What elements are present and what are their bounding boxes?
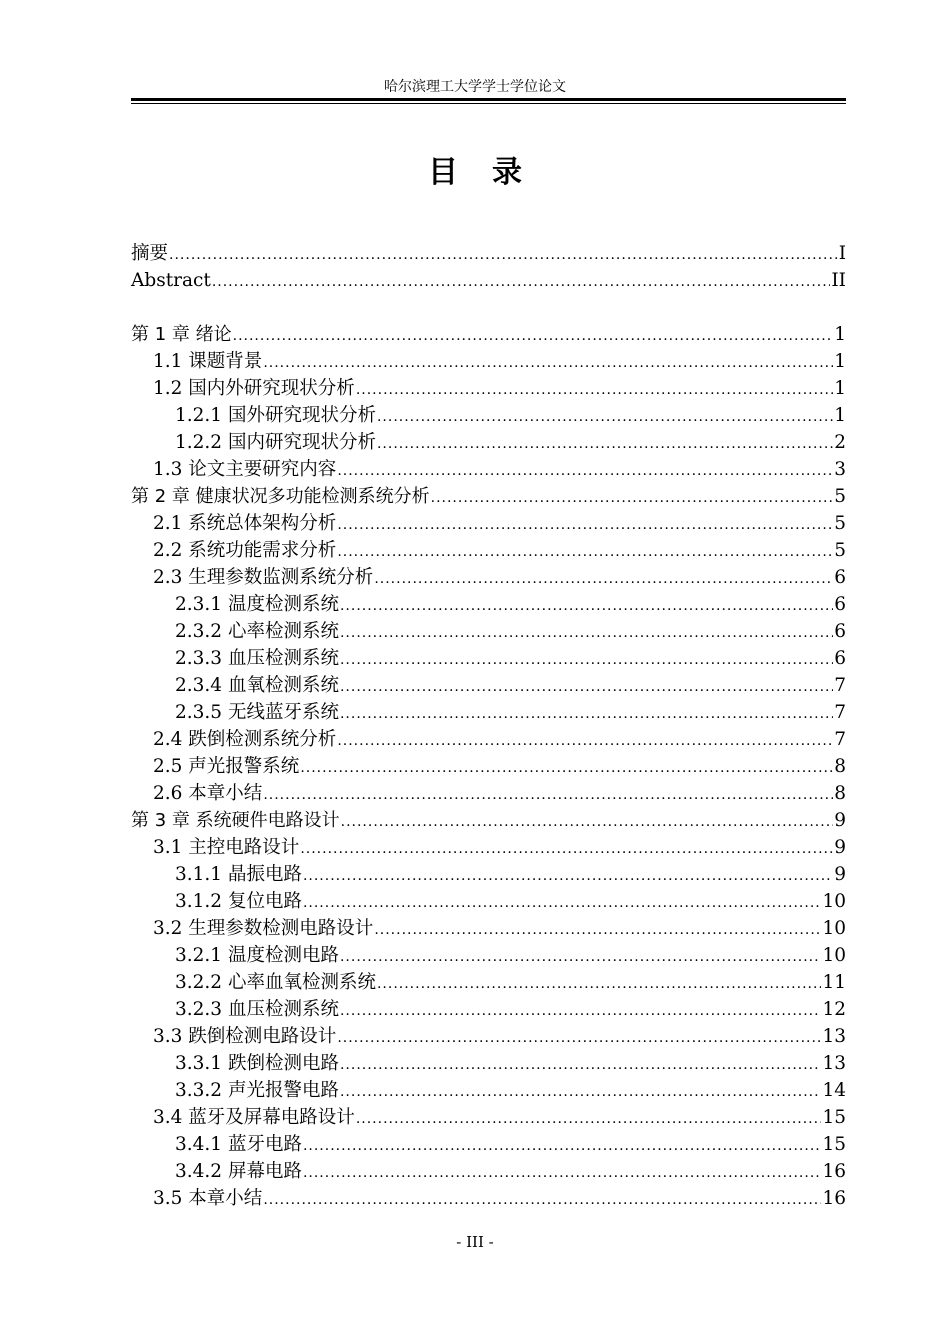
toc-entry[interactable] <box>131 402 846 429</box>
toc-entry-label: 3.5 本章小结 <box>153 1188 263 1209</box>
toc-dot-leader <box>374 917 821 944</box>
toc-title: 目录 <box>428 155 556 190</box>
toc-entry[interactable] <box>131 564 846 591</box>
toc-entry[interactable] <box>131 753 846 780</box>
toc-entry[interactable] <box>131 456 846 483</box>
toc-entry-page: 6 <box>834 648 846 669</box>
toc-entry-page: 9 <box>834 837 846 858</box>
toc-entry[interactable] <box>131 1077 846 1104</box>
toc-entry-page: 9 <box>834 810 846 831</box>
toc-dot-leader <box>337 1025 821 1052</box>
toc-entry[interactable] <box>131 537 846 564</box>
toc-entry[interactable] <box>131 1050 846 1077</box>
toc-dot-leader <box>263 1187 821 1214</box>
toc-entry[interactable] <box>131 348 846 375</box>
toc-entry-label: Abstract <box>131 270 211 291</box>
toc-entry-page: I <box>838 243 846 264</box>
toc-entry-label: 2.3.1 温度检测系统 <box>175 594 339 615</box>
toc-dot-leader <box>340 998 821 1025</box>
running-header: 哈尔滨理工大学学士学位论文 <box>384 79 566 95</box>
toc-entry[interactable] <box>131 591 846 618</box>
toc-entry-page: 14 <box>822 1080 846 1101</box>
toc-entry-label: 摘要 <box>131 243 169 264</box>
toc-entry-label: 2.1 系统总体架构分析 <box>153 513 337 534</box>
toc-entry[interactable] <box>131 834 846 861</box>
toc-entry-page: 5 <box>834 513 846 534</box>
toc-entry[interactable] <box>131 645 846 672</box>
toc-dot-leader <box>340 674 833 701</box>
toc-entry[interactable] <box>131 699 846 726</box>
toc-entry-label: 1.1 课题背景 <box>153 351 263 372</box>
toc-entry-label: 2.3.4 血氧检测系统 <box>175 675 339 696</box>
toc-entry-page: 15 <box>822 1134 846 1155</box>
toc-dot-leader <box>300 836 833 863</box>
toc-entry[interactable] <box>131 510 846 537</box>
toc-dot-leader <box>303 1160 822 1187</box>
toc-entry-page: 7 <box>834 675 846 696</box>
toc-entry-page: 13 <box>822 1026 846 1047</box>
toc-entry[interactable] <box>131 429 846 456</box>
toc-dot-leader <box>337 512 833 539</box>
toc-dot-leader <box>303 863 833 890</box>
toc-entry-page: 10 <box>822 918 846 939</box>
toc-entry[interactable] <box>131 861 846 888</box>
toc-entry-page: 12 <box>822 999 846 1020</box>
toc-entry-page: 1 <box>834 324 846 345</box>
table-of-contents <box>131 240 846 1212</box>
toc-entry-label: 2.3.3 血压检测系统 <box>175 648 339 669</box>
toc-entry-label: 1.3 论文主要研究内容 <box>153 459 337 480</box>
toc-entry-page: 3 <box>834 459 846 480</box>
toc-entry-label: 3.4 蓝牙及屏幕电路设计 <box>153 1107 355 1128</box>
toc-entry-page: 1 <box>834 351 846 372</box>
toc-dot-leader <box>377 404 833 431</box>
toc-entry-label: 1.2.1 国外研究现状分析 <box>175 405 376 426</box>
toc-dot-leader <box>337 728 833 755</box>
toc-entry-chapter[interactable] <box>131 483 846 510</box>
toc-dot-leader <box>341 809 834 836</box>
toc-entry-label: 3.2.2 心率血氧检测系统 <box>175 972 376 993</box>
toc-entry[interactable] <box>131 1023 846 1050</box>
toc-dot-leader <box>340 593 833 620</box>
toc-entry-page: 5 <box>834 486 846 507</box>
header-double-rule <box>131 98 846 104</box>
toc-entry-label: 3.3.1 跌倒检测电路 <box>175 1053 339 1074</box>
toc-entry[interactable] <box>131 672 846 699</box>
toc-dot-leader <box>300 755 833 782</box>
toc-entry-page: 5 <box>834 540 846 561</box>
toc-entry-page: 8 <box>834 783 846 804</box>
toc-dot-leader <box>356 1106 822 1133</box>
toc-dot-leader <box>169 242 838 269</box>
toc-dot-leader <box>431 485 834 512</box>
toc-entry-page: 2 <box>834 432 846 453</box>
toc-dot-leader <box>340 620 833 647</box>
toc-entry-label: 2.4 跌倒检测系统分析 <box>153 729 337 750</box>
toc-dot-leader <box>374 566 833 593</box>
toc-entry-page: 16 <box>822 1188 846 1209</box>
toc-entry-label: 3.2 生理参数检测电路设计 <box>153 918 374 939</box>
toc-entry-page: 6 <box>834 621 846 642</box>
toc-entry[interactable] <box>131 1185 846 1212</box>
toc-entry[interactable] <box>131 726 846 753</box>
toc-entry-label: 3.4.2 屏幕电路 <box>175 1161 302 1182</box>
toc-dot-leader <box>337 458 833 485</box>
toc-dot-leader <box>337 539 833 566</box>
toc-entry-label: 3.1.2 复位电路 <box>175 891 302 912</box>
toc-entry[interactable] <box>131 618 846 645</box>
toc-entry-label: 2.3.2 心率检测系统 <box>175 621 339 642</box>
toc-entry-page: 7 <box>834 702 846 723</box>
toc-entry-label: 1.2.2 国内研究现状分析 <box>175 432 376 453</box>
toc-entry-label: 2.5 声光报警系统 <box>153 756 300 777</box>
page-number: - III - <box>456 1233 494 1251</box>
toc-entry-label: 3.4.1 蓝牙电路 <box>175 1134 302 1155</box>
toc-entry-page: 8 <box>834 756 846 777</box>
toc-entry-page: 11 <box>822 972 846 993</box>
toc-entry-label: 3.1.1 晶振电路 <box>175 864 302 885</box>
toc-entry[interactable] <box>131 780 846 807</box>
toc-dot-leader <box>340 647 833 674</box>
toc-entry[interactable] <box>131 996 846 1023</box>
toc-entry-page: 10 <box>822 945 846 966</box>
toc-entry[interactable] <box>131 1131 846 1158</box>
toc-entry-label: 第 1 章 绪论 <box>131 324 232 345</box>
toc-dot-leader <box>377 431 833 458</box>
toc-entry-label: 3.2.3 血压检测系统 <box>175 999 339 1020</box>
toc-dot-leader <box>303 1133 822 1160</box>
toc-dot-leader <box>340 1079 821 1106</box>
toc-entry-page: 9 <box>834 864 846 885</box>
toc-entry-label: 2.2 系统功能需求分析 <box>153 540 337 561</box>
toc-dot-leader <box>356 377 833 404</box>
toc-entry-label: 3.1 主控电路设计 <box>153 837 300 858</box>
toc-entry[interactable] <box>131 969 846 996</box>
toc-entry[interactable] <box>131 888 846 915</box>
toc-entry-page: 1 <box>834 378 846 399</box>
toc-entry-label: 1.2 国内外研究现状分析 <box>153 378 355 399</box>
toc-entry-label: 3.3.2 声光报警电路 <box>175 1080 339 1101</box>
toc-entry-label: 第 2 章 健康状况多功能检测系统分析 <box>131 486 430 507</box>
toc-entry-page: 10 <box>822 891 846 912</box>
toc-entry-page: 15 <box>822 1107 846 1128</box>
toc-entry[interactable] <box>131 1158 846 1185</box>
toc-entry-label: 2.3 生理参数监测系统分析 <box>153 567 374 588</box>
toc-dot-leader <box>377 971 821 998</box>
toc-entry-page: 13 <box>822 1053 846 1074</box>
toc-entry-label: 第 3 章 系统硬件电路设计 <box>131 810 340 831</box>
toc-entry-label: 2.3.5 无线蓝牙系统 <box>175 702 339 723</box>
toc-entry-page: II <box>831 270 846 291</box>
toc-entry[interactable] <box>131 240 846 267</box>
toc-entry[interactable] <box>131 942 846 969</box>
toc-entry[interactable] <box>131 267 846 294</box>
toc-entry-page: 1 <box>834 405 846 426</box>
toc-entry-label: 3.2.1 温度检测电路 <box>175 945 339 966</box>
toc-dot-leader <box>263 350 833 377</box>
toc-dot-leader <box>233 323 834 350</box>
toc-dot-leader <box>263 782 833 809</box>
toc-entry-page: 6 <box>834 567 846 588</box>
toc-entry[interactable] <box>131 375 846 402</box>
toc-entry-page: 16 <box>822 1161 846 1182</box>
toc-dot-leader <box>340 944 821 971</box>
toc-entry-label: 2.6 本章小结 <box>153 783 263 804</box>
toc-dot-leader <box>340 1052 821 1079</box>
toc-entry-label: 3.3 跌倒检测电路设计 <box>153 1026 337 1047</box>
toc-entry-page: 7 <box>834 729 846 750</box>
toc-entry-page: 6 <box>834 594 846 615</box>
toc-dot-leader <box>340 701 833 728</box>
toc-dot-leader <box>303 890 822 917</box>
toc-entry[interactable] <box>131 1104 846 1131</box>
toc-entry-chapter[interactable] <box>131 807 846 834</box>
toc-dot-leader <box>212 269 831 296</box>
toc-entry-chapter[interactable] <box>131 321 846 348</box>
toc-entry[interactable] <box>131 915 846 942</box>
